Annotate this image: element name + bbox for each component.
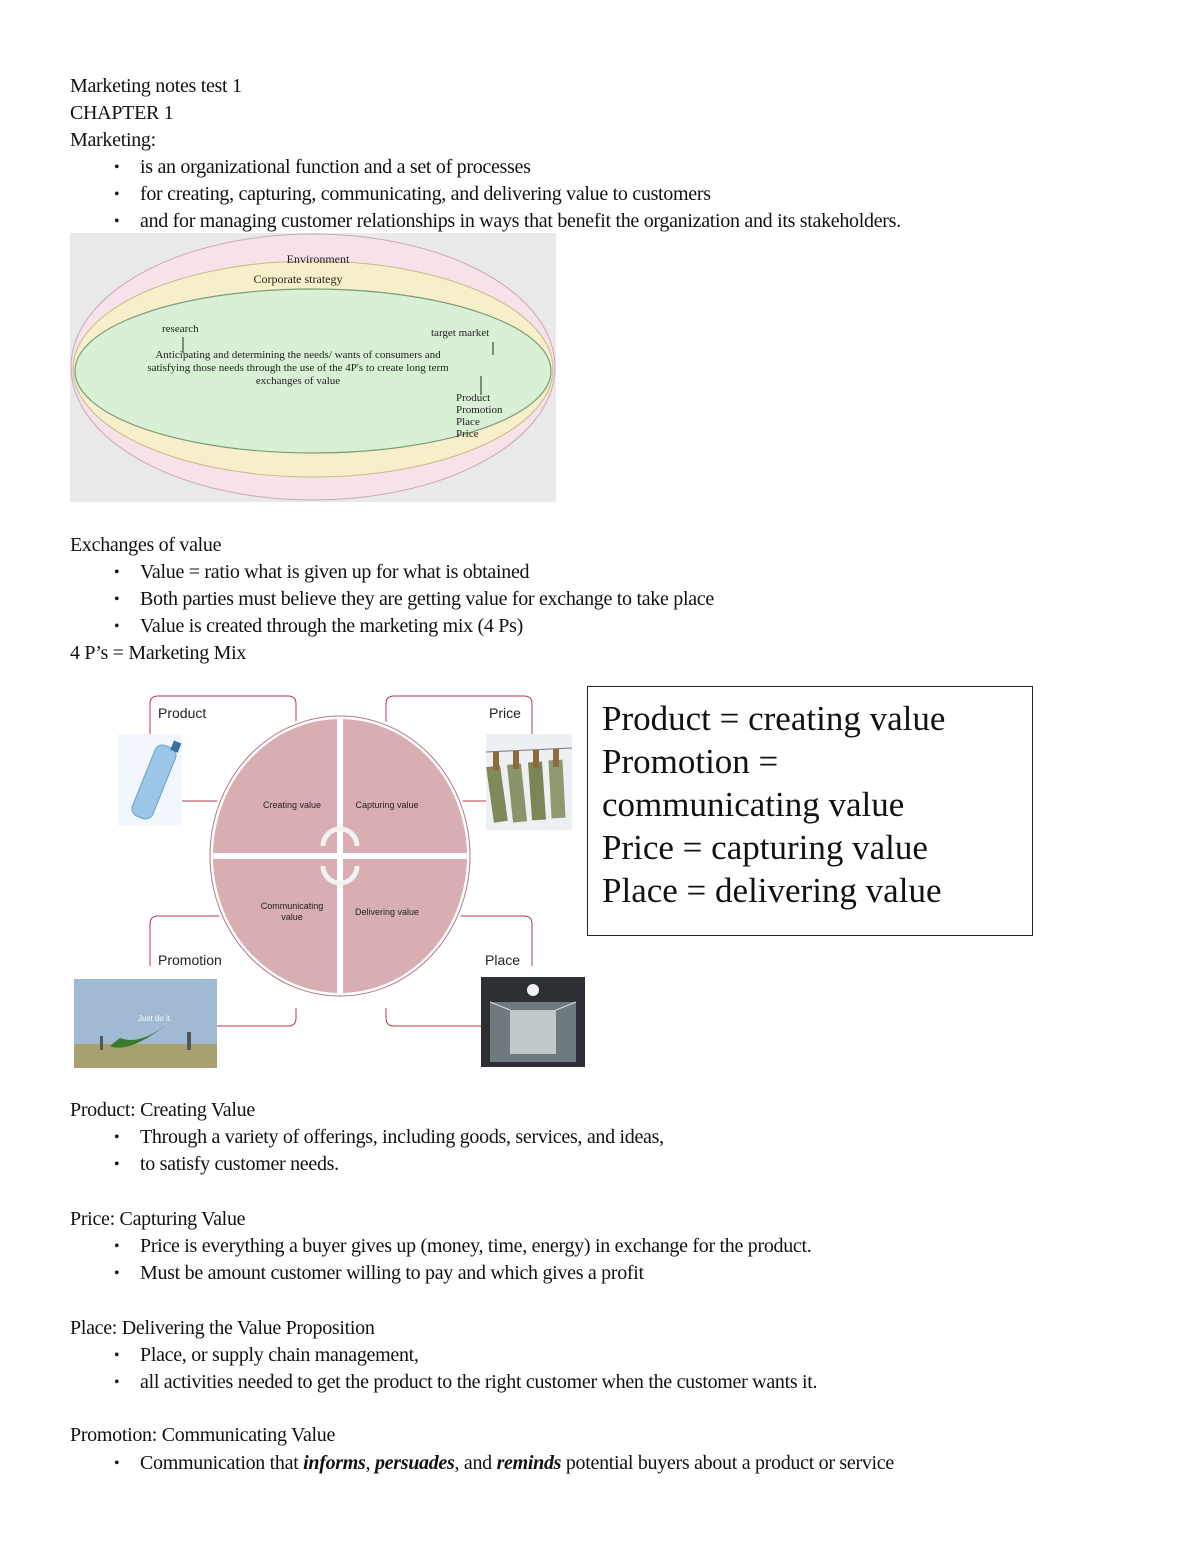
target-market-label: target market [431, 327, 490, 339]
list-item: • all activities needed to get the product to the right customer when the customer wants it. [70, 1369, 817, 1396]
center-text-line1: Anticipating and determining the needs/ wants of consumers and [155, 349, 441, 361]
place-label: Place [485, 952, 521, 968]
center-text-line3: exchanges of value [255, 375, 341, 387]
ps-product: Product [456, 392, 491, 404]
quadrant-communicating-label-2: value [281, 912, 303, 922]
price-label: Price [489, 705, 521, 721]
apple-logo-icon [527, 984, 539, 996]
place-heading: Place: Delivering the Value Proposition [70, 1317, 375, 1339]
environment-label: Environment [286, 252, 350, 266]
corporate-strategy-label: Corporate strategy [253, 272, 343, 286]
quadrant-capturing-label: Capturing value [355, 800, 419, 810]
research-label: research [162, 323, 199, 335]
price-heading: Price: Capturing Value [70, 1208, 246, 1230]
promotion-label: Promotion [158, 952, 222, 968]
ps-promotion: Promotion [456, 404, 503, 416]
money-clothesline-image [486, 734, 572, 830]
water-bottle-image [118, 734, 182, 826]
list-item: • Price is everything a buyer gives up (money, time, energy) in exchange for the product. [70, 1233, 811, 1260]
list-item: • Value is created through the marketing mix (4 Ps) [70, 613, 714, 640]
nike-slogan: Just do it. [138, 1014, 173, 1023]
exchanges-list [70, 559, 714, 640]
marketing-mix-heading: 4 P’s = Marketing Mix [70, 642, 247, 664]
quadrant-communicating-label-1: Communicating [260, 901, 324, 911]
exchanges-heading: Exchanges of value [70, 534, 222, 556]
separator: , and [454, 1452, 497, 1474]
list-item: • and for managing customer relationships in ways that benefit the organization and its stakeholders. [70, 208, 901, 235]
summary-line: Promotion = [602, 742, 779, 781]
ps-price: Price [456, 428, 479, 440]
marketing-definition-list [70, 154, 901, 235]
list-item: • to satisfy customer needs. [70, 1151, 664, 1178]
emphasis-reminds: reminds [496, 1452, 562, 1474]
document-title: Marketing notes test 1 [70, 75, 242, 97]
quadrant-delivering-label: Delivering value [354, 907, 420, 917]
price-list [70, 1233, 811, 1287]
promotion-text-suffix: potential buyers about a product or service [561, 1452, 894, 1474]
ps-place: Place [456, 416, 480, 428]
center-text-line2: satisfying those needs through the use of the 4P's to create long term [147, 362, 449, 374]
marketing-concept-diagram [70, 233, 556, 502]
promotion-text-prefix: Communication that [140, 1452, 304, 1474]
nike-billboard-image [74, 979, 217, 1068]
list-item: • Must be amount customer willing to pay and which gives a profit [70, 1260, 811, 1287]
promotion-list [70, 1450, 894, 1477]
promotion-heading: Promotion: Communicating Value [70, 1424, 336, 1446]
emphasis-informs: informs [303, 1452, 366, 1474]
marketing-label: Marketing: [70, 129, 156, 151]
summary-line: Product = creating value [602, 699, 946, 738]
summary-line: Place = delivering value [602, 871, 942, 910]
product-list [70, 1124, 664, 1178]
list-item: • Both parties must believe they are getting value for exchange to take place [70, 586, 714, 613]
list-item: • Value = ratio what is given up for what is obtained [70, 559, 714, 586]
emphasis-persuades: persuades [374, 1452, 455, 1474]
place-list [70, 1342, 817, 1396]
quadrant-creating-label: Creating value [262, 800, 322, 810]
separator: , [365, 1452, 375, 1474]
summary-line: Price = capturing value [602, 828, 928, 867]
list-item: • Place, or supply chain management, [70, 1342, 817, 1369]
chapter-heading: CHAPTER 1 [70, 102, 174, 124]
summary-line: communicating value [602, 785, 905, 824]
marketing-mix-diagram [70, 666, 590, 1070]
four-ps-summary-box [587, 686, 1033, 936]
list-item: • for creating, capturing, communicating, and delivering value to customers [70, 181, 901, 208]
product-heading: Product: Creating Value [70, 1099, 255, 1121]
list-item [70, 1450, 894, 1477]
product-label: Product [158, 705, 207, 721]
list-item: • is an organizational function and a set of processes [70, 154, 901, 181]
apple-store-image [481, 977, 585, 1067]
list-item: • Through a variety of offerings, including goods, services, and ideas, [70, 1124, 664, 1151]
